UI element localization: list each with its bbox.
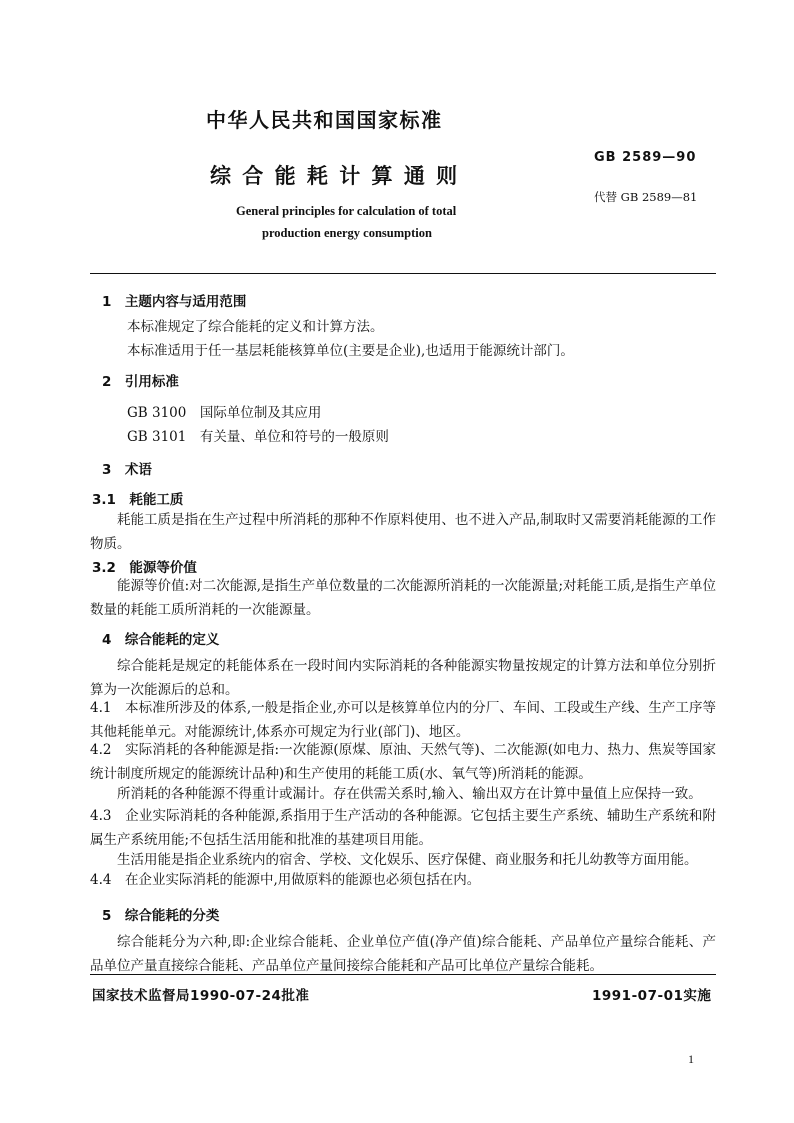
section-3-1-text: 耗能工质是指在生产过程中所消耗的那种不作原料使用、也不进入产品,制取时又需要消耗能源的工作物质。 — [90, 512, 716, 552]
effective-date: 1991-07-01实施 — [592, 988, 712, 1004]
section-4-1-text: 4.1 本标准所涉及的体系,一般是指企业,亦可以是核算单位内的分厂、车间、工段或生产线、生产工序等其他耗能单元。对能源统计,体系亦可规定为行业(部门)、地区。 — [90, 700, 716, 740]
section-1-heading: 1 主题内容与适用范围 — [102, 294, 247, 310]
section-2-heading: 2 引用标准 — [102, 374, 179, 390]
section-4-3-text-2: 生活用能是指企业系统内的宿舍、学校、文化娱乐、医疗保健、商业服务和托儿幼教等方面用能。 — [117, 852, 698, 868]
section-4-heading: 4 综合能耗的定义 — [102, 632, 220, 648]
standard-number: GB 2589—90 — [594, 150, 697, 165]
section-3-heading: 3 术语 — [102, 462, 152, 478]
section-5-text: 综合能耗分为六种,即:企业综合能耗、企业单位产值(净产值)综合能耗、产品单位产量综合能耗、产品单位产量直接综合能耗、产品单位产量间接综合能耗和产品可比单位产量综合能耗。 — [90, 934, 716, 974]
document-title-cn: 综 合 能 耗 计 算 通 则 — [210, 164, 460, 188]
section-3-1-heading: 3.1 耗能工质 — [92, 492, 184, 508]
section-4-2-text: 4.2 实际消耗的各种能源是指:一次能源(原煤、原油、天然气等)、二次能源(如电力、热力、焦炭等国家统计制度所规定的能源统计品种)和生产使用的耗能工质(水、氧气等)所消耗的能源。 — [90, 742, 716, 782]
header-divider — [90, 273, 716, 274]
section-3-2-heading: 3.2 能源等价值 — [92, 560, 197, 576]
section-3-2-text: 能源等价值:对二次能源,是指生产单位数量的二次能源所消耗的一次能源量;对耗能工质,是指生产单位数量的耗能工质所消耗的一次能源量。 — [90, 578, 716, 618]
replaces-standard: 代替 GB 2589—81 — [594, 190, 698, 204]
section-4-2-text-2: 所消耗的各种能源不得重计或漏计。存在供需关系时,输入、输出双方在计算中量值上应保持一致。 — [117, 786, 702, 802]
reference-gb3101: GB 3101 有关量、单位和符号的一般原则 — [127, 429, 389, 445]
section-4-text: 综合能耗是规定的耗能体系在一段时间内实际消耗的各种能源实物量按规定的计算方法和单位分别折算为一次能源后的总和。 — [90, 658, 716, 698]
document-title-en-line1: General principles for calculation of total — [236, 204, 457, 218]
section-5-heading: 5 综合能耗的分类 — [102, 908, 220, 924]
section-1-para-2: 本标准适用于任一基层耗能核算单位(主要是企业),也适用于能源统计部门。 — [127, 343, 574, 359]
section-4-4-text: 4.4 在企业实际消耗的能源中,用做原料的能源也必须包括在内。 — [90, 872, 481, 888]
standard-org-title: 中华人民共和国国家标准 — [206, 108, 443, 132]
document-title-en-line2: production energy consumption — [262, 226, 432, 240]
section-1-para-1: 本标准规定了综合能耗的定义和计算方法。 — [127, 319, 384, 335]
footer-divider — [90, 974, 716, 975]
approval-info: 国家技术监督局1990-07-24批准 — [92, 988, 310, 1004]
section-4-3-text: 4.3 企业实际消耗的各种能源,系指用于生产活动的各种能源。它包括主要生产系统、辅助生产系统和附属生产系统用能;不包括生活用能和批准的基建项目用能。 — [90, 808, 716, 848]
reference-gb3100: GB 3100 国际单位制及其应用 — [127, 405, 322, 421]
page-number: 1 — [688, 1052, 694, 1066]
